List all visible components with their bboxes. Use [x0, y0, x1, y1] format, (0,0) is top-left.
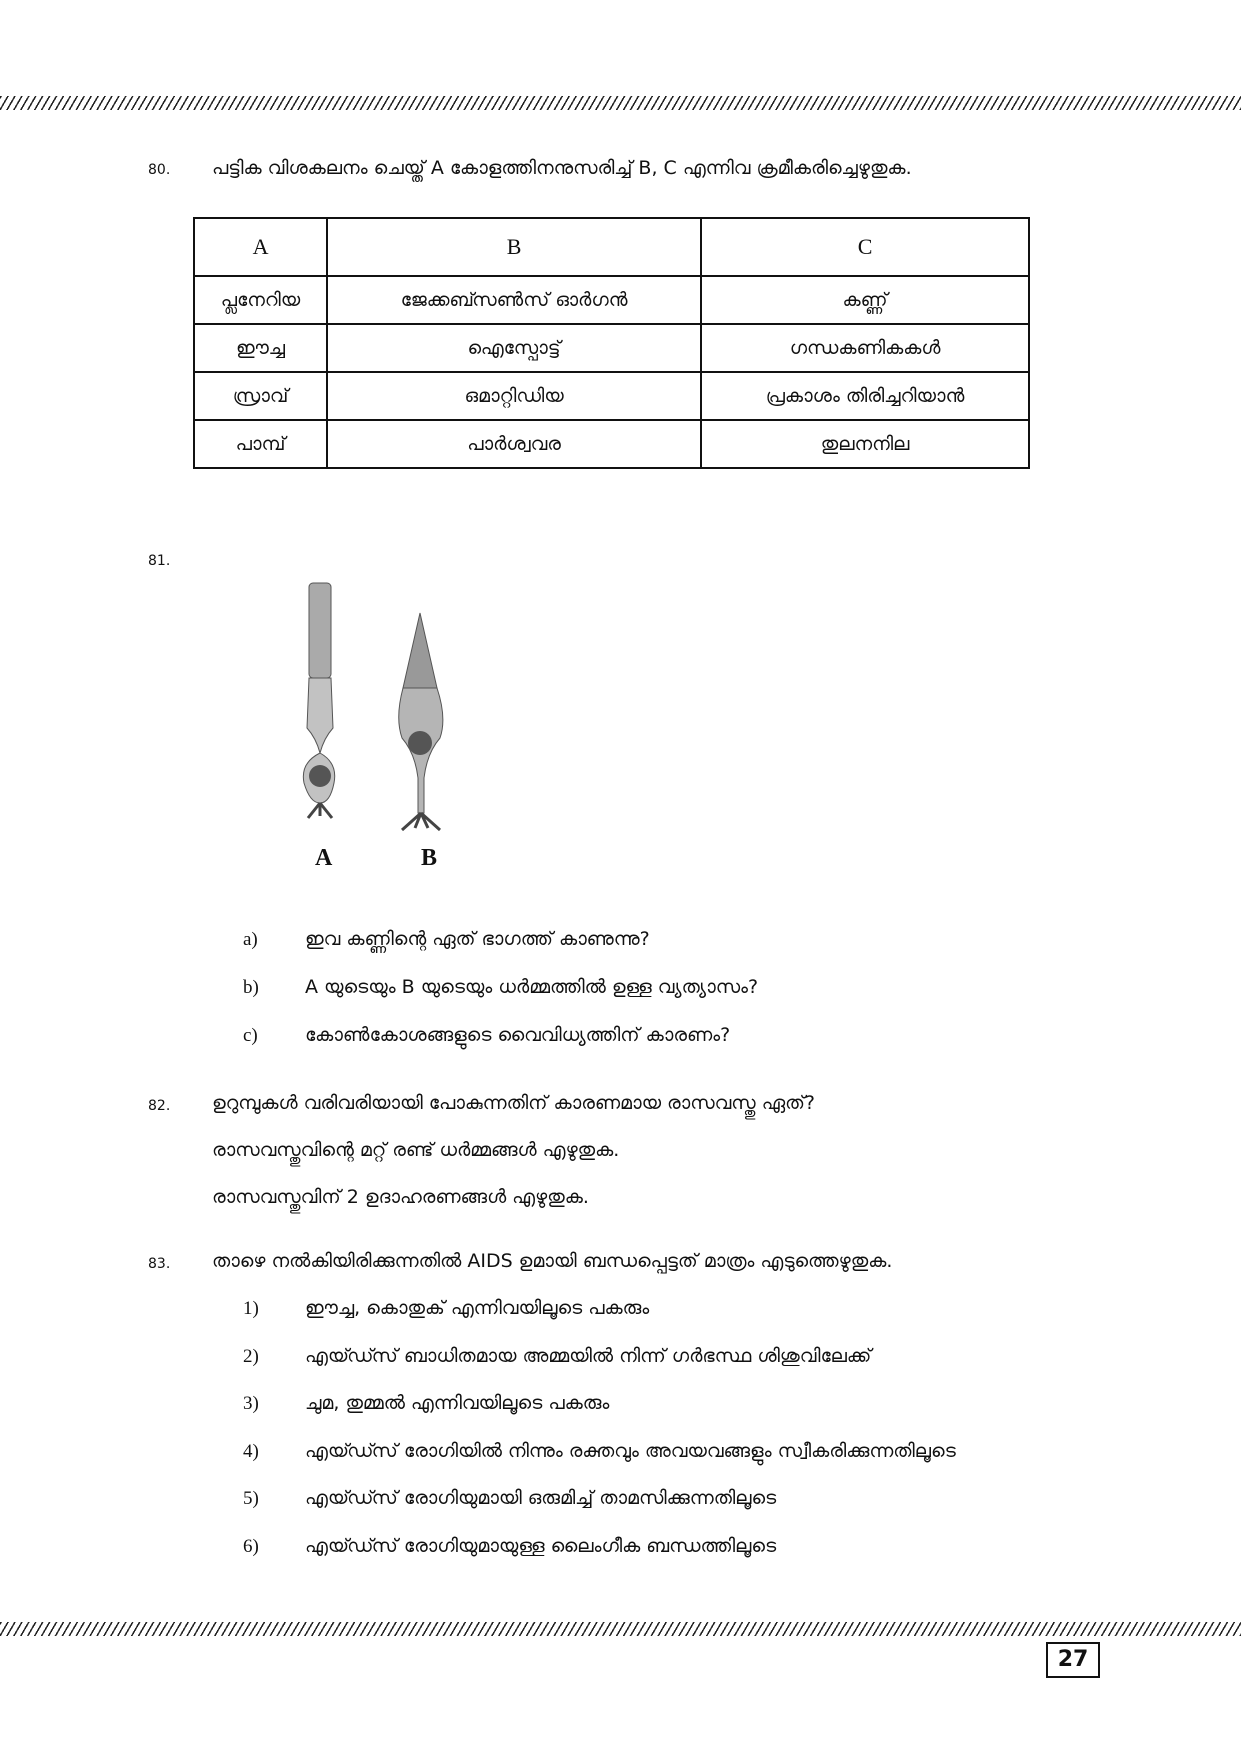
cell: ഗന്ധകണികകൾ: [701, 324, 1029, 372]
q83-option: 1) ഈച്ച, കൊതുക് എന്നിവയിലൂടെ പകരും: [243, 1297, 650, 1319]
q82-number: 82.: [148, 1098, 171, 1114]
header-b: B: [327, 218, 701, 276]
q80-table: [193, 217, 1030, 469]
cell: പാർശ്വവര: [327, 420, 701, 468]
q81-sub-c: c) കോൺകോശങ്ങളുടെ വൈവിധ്യത്തിന് കാരണം?: [243, 1024, 731, 1046]
table-row: [194, 276, 1029, 324]
q83-text: താഴെ നൽകിയിരിക്കുന്നതിൽ AIDS ഉമായി ബന്ധപ്പെട്ടത് മാത്രം എടുത്തെഴുതുക.: [212, 1250, 893, 1272]
q83-option: 4) എയ്ഡ്സ് രോഗിയിൽ നിന്നും രക്തവും അവയവങ്ങളും സ്വീകരിക്കുന്നതിലൂടെ: [243, 1440, 956, 1462]
q81-number: 81.: [148, 553, 171, 569]
cell: കണ്ണ്: [701, 276, 1029, 324]
figure-label-a: A: [315, 845, 333, 871]
q81-sub-a: a) ഇവ കണ്ണിന്റെ ഏത് ഭാഗത്ത് കാണുന്നു?: [243, 928, 650, 950]
q83-option: 6) എയ്ഡ്സ് രോഗിയുമായുള്ള ലൈംഗീക ബന്ധത്തിലൂടെ: [243, 1535, 777, 1557]
rod-cell-figure: [303, 583, 334, 818]
page-number: 27: [1046, 1642, 1100, 1678]
header-a: A: [194, 218, 327, 276]
q82-line-3: രാസവസ്തുവിന് 2 ഉദാഹരണങ്ങൾ എഴുതുക.: [212, 1186, 589, 1208]
bottom-hatch-divider: [0, 1622, 1241, 1636]
rod-and-cone-cell-illustration: [290, 578, 470, 843]
cell: ജേക്കബ്സൺസ് ഓർഗൻ: [327, 276, 701, 324]
cell: സ്രാവ്: [194, 372, 327, 420]
cell: പ്ലനേറിയ: [194, 276, 327, 324]
q83-option: 5) എയ്ഡ്സ് രോഗിയുമായി ഒരുമിച്ച് താമസിക്കുന്നതിലൂടെ: [243, 1487, 777, 1509]
cell: ഈച്ച: [194, 324, 327, 372]
cone-cell-figure: [399, 613, 443, 830]
cell: പാമ്പ്: [194, 420, 327, 468]
cell: തുലനനില: [701, 420, 1029, 468]
cell: ഒമാറ്റിഡിയ: [327, 372, 701, 420]
q82-line-2: രാസവസ്തുവിന്റെ മറ്റ് രണ്ട് ധർമ്മങ്ങൾ എഴുതുക.: [212, 1139, 620, 1161]
cell: പ്രകാശം തിരിച്ചറിയാൻ: [701, 372, 1029, 420]
table-row: [194, 324, 1029, 372]
table-row: [194, 420, 1029, 468]
q83-option: 3) ചുമ, തുമ്മൽ എന്നിവയിലൂടെ പകരും: [243, 1392, 610, 1414]
q82-line-1: ഉറുമ്പുകൾ വരിവരിയായി പോകുന്നതിന് കാരണമായ രാസവസ്തു ഏത്?: [212, 1092, 816, 1114]
cell: ഐസ്പോട്ട്: [327, 324, 701, 372]
header-c: C: [701, 218, 1029, 276]
table-row: [194, 372, 1029, 420]
top-hatch-divider: [0, 96, 1241, 110]
figure-label-b: B: [421, 845, 438, 871]
q80-number: 80.: [148, 162, 171, 178]
q83-number: 83.: [148, 1256, 171, 1272]
q81-sub-b: b) A യുടെയും B യുടെയും ധർമ്മത്തിൽ ഉള്ള വ്യത്യാസം?: [243, 976, 759, 998]
q80-text: പട്ടിക വിശകലനം ചെയ്ത് A കോളത്തിനനുസരിച്ച് B, C എന്നിവ ക്രമീകരിച്ചെഴുതുക.: [212, 157, 912, 179]
q83-option: 2) എയ്ഡ്സ് ബാധിതമായ അമ്മയിൽ നിന്ന് ഗർഭസ്ഥ ശിശുവിലേക്ക്: [243, 1345, 872, 1367]
